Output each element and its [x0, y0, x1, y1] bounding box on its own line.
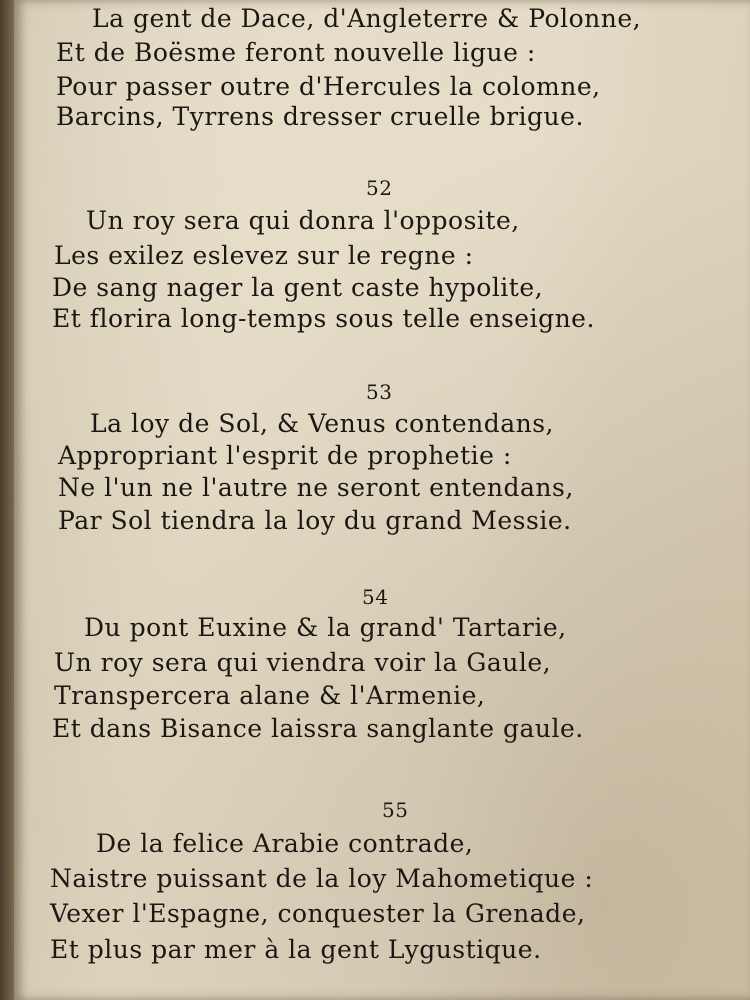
verse-line: Et plus par mer à la gent Lygustique. [50, 935, 542, 964]
verse-line: Vexer l'Espagne, conquester la Grenade, [50, 899, 586, 928]
verse-line: De la felice Arabie contrade, [96, 829, 474, 858]
verse-line: Un roy sera qui viendra voir la Gaule, [54, 648, 552, 677]
verse-line: La loy de Sol, & Venus contendans, [90, 409, 554, 438]
verse-line: Barcins, Tyrrens dresser cruelle brigue. [56, 102, 584, 131]
book-gutter-edge [0, 0, 14, 1000]
verse-line: La gent de Dace, d'Angleterre & Polonne, [92, 4, 642, 33]
verse-line: Par Sol tiendra la loy du grand Messie. [58, 506, 572, 535]
verse-line: Et florira long-temps sous telle enseigne. [52, 304, 595, 333]
verse-line: Et dans Bisance laissra sanglante gaule. [52, 714, 584, 743]
quatrain-number: 52 [366, 176, 393, 200]
verse-line: Les exilez eslevez sur le regne : [54, 241, 474, 270]
verse-line: Appropriant l'esprit de prophetie : [58, 441, 512, 470]
verse-line: Pour passer outre d'Hercules la colomne, [56, 72, 601, 101]
verse-line: Et de Boësme feront nouvelle ligue : [56, 38, 536, 67]
book-page [14, 0, 750, 1000]
verse-line: Ne l'un ne l'autre ne seront entendans, [58, 473, 574, 502]
verse-line: Naistre puissant de la loy Mahometique : [50, 864, 594, 893]
quatrain-number: 53 [366, 380, 393, 404]
quatrain-number: 54 [362, 585, 389, 609]
verse-line: Un roy sera qui donra l'opposite, [86, 206, 520, 235]
verse-line: Du pont Euxine & la grand' Tartarie, [84, 613, 567, 642]
verse-line: Transpercera alane & l'Armenie, [54, 681, 486, 710]
verse-line: De sang nager la gent caste hypolite, [52, 273, 544, 302]
quatrain-number: 55 [382, 798, 409, 822]
